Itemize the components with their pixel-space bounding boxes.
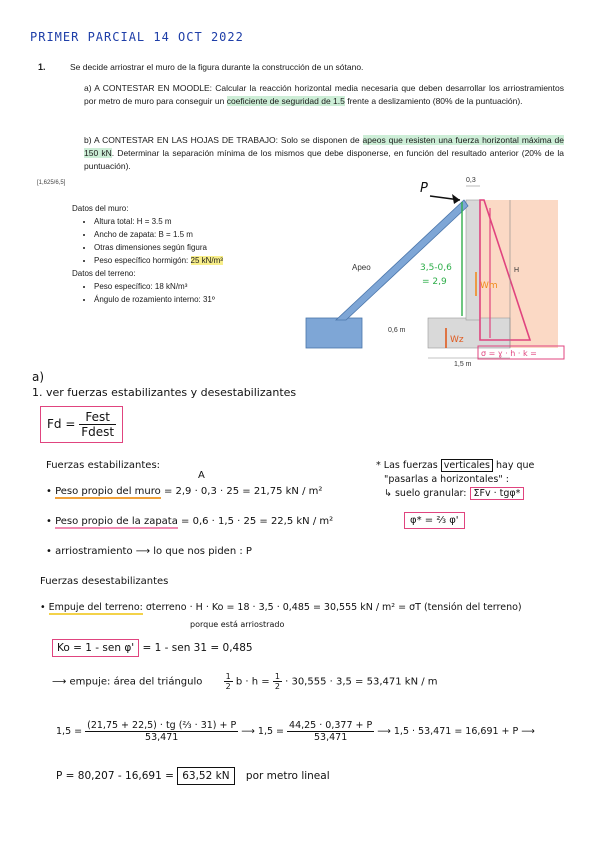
half-den-2: 2 — [274, 682, 280, 691]
wall-item: • Ancho de zapata: B = 1.5 m — [94, 228, 312, 241]
wm-label: Wm — [480, 281, 498, 291]
wz-label: Wz — [450, 335, 464, 345]
empuje-row — [40, 602, 596, 613]
soil-heading: Datos del terreno: — [72, 269, 136, 278]
bullet: • — [40, 602, 49, 613]
page-title: PRIMER PARCIAL 14 OCT 2022 — [30, 30, 244, 44]
p-arrowhead — [452, 194, 460, 204]
data-block — [72, 202, 312, 306]
strut — [336, 200, 468, 320]
stab2-expr: = 0,6 · 1,5 · 25 = 22,5 kN / m² — [181, 516, 334, 527]
strut-base — [306, 318, 362, 348]
half-num: 1 — [225, 672, 231, 681]
phi-star: φ* = ⅔ φ' — [404, 512, 465, 529]
destab-heading: Fuerzas desestabilizantes — [40, 576, 169, 587]
part-a-highlight: coeficiente de seguridad de 1.5 — [226, 96, 345, 106]
emp-expr: σterreno · H · Ko = 18 · 3,5 · 0,485 = 30,555 kN / m² = σT (tensión del terreno) — [145, 602, 522, 613]
soil-list — [72, 280, 312, 306]
final-row — [56, 770, 330, 782]
top-dim-label: 0,3 — [466, 177, 476, 184]
arriostrado-note: porque está arriostrado — [190, 620, 285, 629]
fs-fraction — [79, 410, 116, 439]
footing — [428, 318, 510, 348]
note1 — [376, 460, 534, 471]
note3 — [384, 488, 524, 499]
footing-width-label: 1,5 m — [454, 361, 472, 368]
apeo-label: Apeo — [352, 263, 371, 272]
solution-step1: 1. ver fuerzas estabilizantes y desestabilizantes — [32, 386, 297, 399]
stab1-a: A — [198, 470, 205, 481]
score-label: [1,625/6,5] — [37, 180, 66, 186]
p-label: P — [420, 181, 428, 196]
eq2-num: 44,25 · 0,377 + P — [289, 720, 373, 731]
part-b-statement — [84, 134, 564, 173]
b-h: b · h = — [235, 676, 270, 688]
note1-pre: * Las fuerzas — [376, 460, 438, 471]
wall-density-value: 25 kN/m³ — [190, 256, 223, 265]
note2: "pasarlas a horizontales" : — [384, 474, 509, 485]
note3-box: ΣFv · tgφ* — [470, 487, 525, 500]
fs-num: Fest — [79, 410, 116, 425]
empuje-area-row — [52, 672, 438, 691]
stab2-row — [46, 516, 333, 527]
note1-box: verticales — [441, 459, 493, 472]
fs-lhs: Fd = — [47, 417, 76, 431]
part-a-post: frente a deslizamiento (80% de la puntuación). — [347, 96, 523, 106]
stem-height-line1: 3,5-0,6 — [420, 263, 452, 273]
note3-pre: ↳ suelo granular: — [384, 488, 467, 499]
stab2-label: Peso propio de la zapata — [55, 516, 178, 527]
part-b-highlight: apeos que resisten una fuerza horizontal máxima de 150 kN — [84, 135, 564, 158]
sigma-label: σ = ɣ · h · k = — [481, 349, 537, 358]
final-box: 63,52 kN — [177, 767, 234, 785]
half-num-2: 1 — [274, 672, 280, 681]
eq3: ⟶ 1,5 · 53,471 = 16,691 + P ⟶ — [377, 726, 535, 737]
footing-height-label: 0,6 m — [388, 327, 406, 334]
note1-post: hay que — [496, 460, 535, 471]
question-number: 1. — [38, 62, 46, 72]
ko-rest: = 1 - sen 31 = 0,485 — [142, 642, 253, 654]
half-den: 2 — [225, 682, 231, 691]
wall-list — [72, 215, 312, 267]
empuje-area: ⟶ empuje: área del triángulo — [52, 676, 203, 688]
eq-lhs-2: 1,5 = — [257, 726, 284, 737]
wall-density-label: Peso específico hormigón: — [94, 256, 189, 265]
stem-height-line2: = 2,9 — [422, 277, 447, 287]
fs-den: Fdest — [81, 425, 115, 439]
wall-stem — [466, 200, 480, 320]
bullet: • — [46, 516, 56, 527]
wall-heading: Datos del muro: — [72, 204, 129, 213]
wall-figure — [300, 172, 590, 372]
stab3: arriostramiento ⟶ lo que nos piden : P — [55, 546, 252, 557]
stab1-expr: = 2,9 · 0,3 · 25 = 21,75 kN / m² — [163, 486, 323, 497]
eq2-den: 53,471 — [314, 732, 348, 743]
wall-item: • Altura total: H = 3.5 m — [94, 215, 312, 228]
question-text: Se decide arriostrar el muro de la figura durante la construcción de un sótano. — [70, 62, 364, 72]
part-b-post: . Determinar la separación mínima de los mismos que debe disponerse, en función del resultado anterior (20% de la puntuación). — [84, 148, 565, 171]
bullet: • — [46, 486, 56, 497]
bullet: • — [46, 546, 56, 557]
wall-item: • Otras dimensiones según figura — [94, 241, 312, 254]
wall-item — [94, 254, 312, 267]
eq1-den: 53,471 — [145, 732, 179, 743]
final-pre: P = 80,207 - 16,691 = — [56, 770, 174, 782]
ko-row — [52, 642, 253, 654]
soil-item: • Ángulo de rozamiento interno: 31º — [94, 293, 312, 306]
eq1-num: (21,75 + 22,5) · tg (⅔ · 31) + P — [87, 720, 237, 731]
half-fraction — [224, 672, 233, 691]
stab-heading: Fuerzas estabilizantes: — [46, 460, 161, 471]
eq-arrow: ⟶ — [241, 726, 255, 737]
part-a-pre: a) A CONTESTAR EN MOODLE: Calcular la reacción horizontal media necesaria que deben desarrollar los arriostramientos por metro de muro para conseguir un — [84, 83, 564, 106]
half-fraction-2 — [273, 672, 282, 691]
stab1-label: Peso propio del muro — [55, 486, 161, 497]
ko-box: Ko = 1 - sen φ' — [52, 639, 139, 657]
eq2-fraction — [287, 720, 374, 743]
part-b-pre: b) A CONTESTAR EN LAS HOJAS DE TRABAJO: Solo se disponen de — [84, 135, 360, 145]
emp-label: Empuje del terreno: — [48, 602, 143, 613]
stab1-row — [46, 486, 322, 497]
eq1-fraction — [85, 720, 238, 743]
eq-lhs: 1,5 = — [56, 726, 83, 737]
final-post: por metro lineal — [245, 770, 330, 782]
equation-row — [56, 720, 535, 743]
h-label: H — [514, 267, 520, 274]
solution-part: a) — [32, 370, 45, 384]
fs-formula — [40, 406, 123, 443]
stab3-row — [46, 546, 252, 557]
empuje-expr: · 30,555 · 3,5 = 53,471 kN / m — [285, 676, 438, 688]
soil-item: • Peso específico: 18 kN/m³ — [94, 280, 312, 293]
part-a-statement — [84, 82, 564, 108]
